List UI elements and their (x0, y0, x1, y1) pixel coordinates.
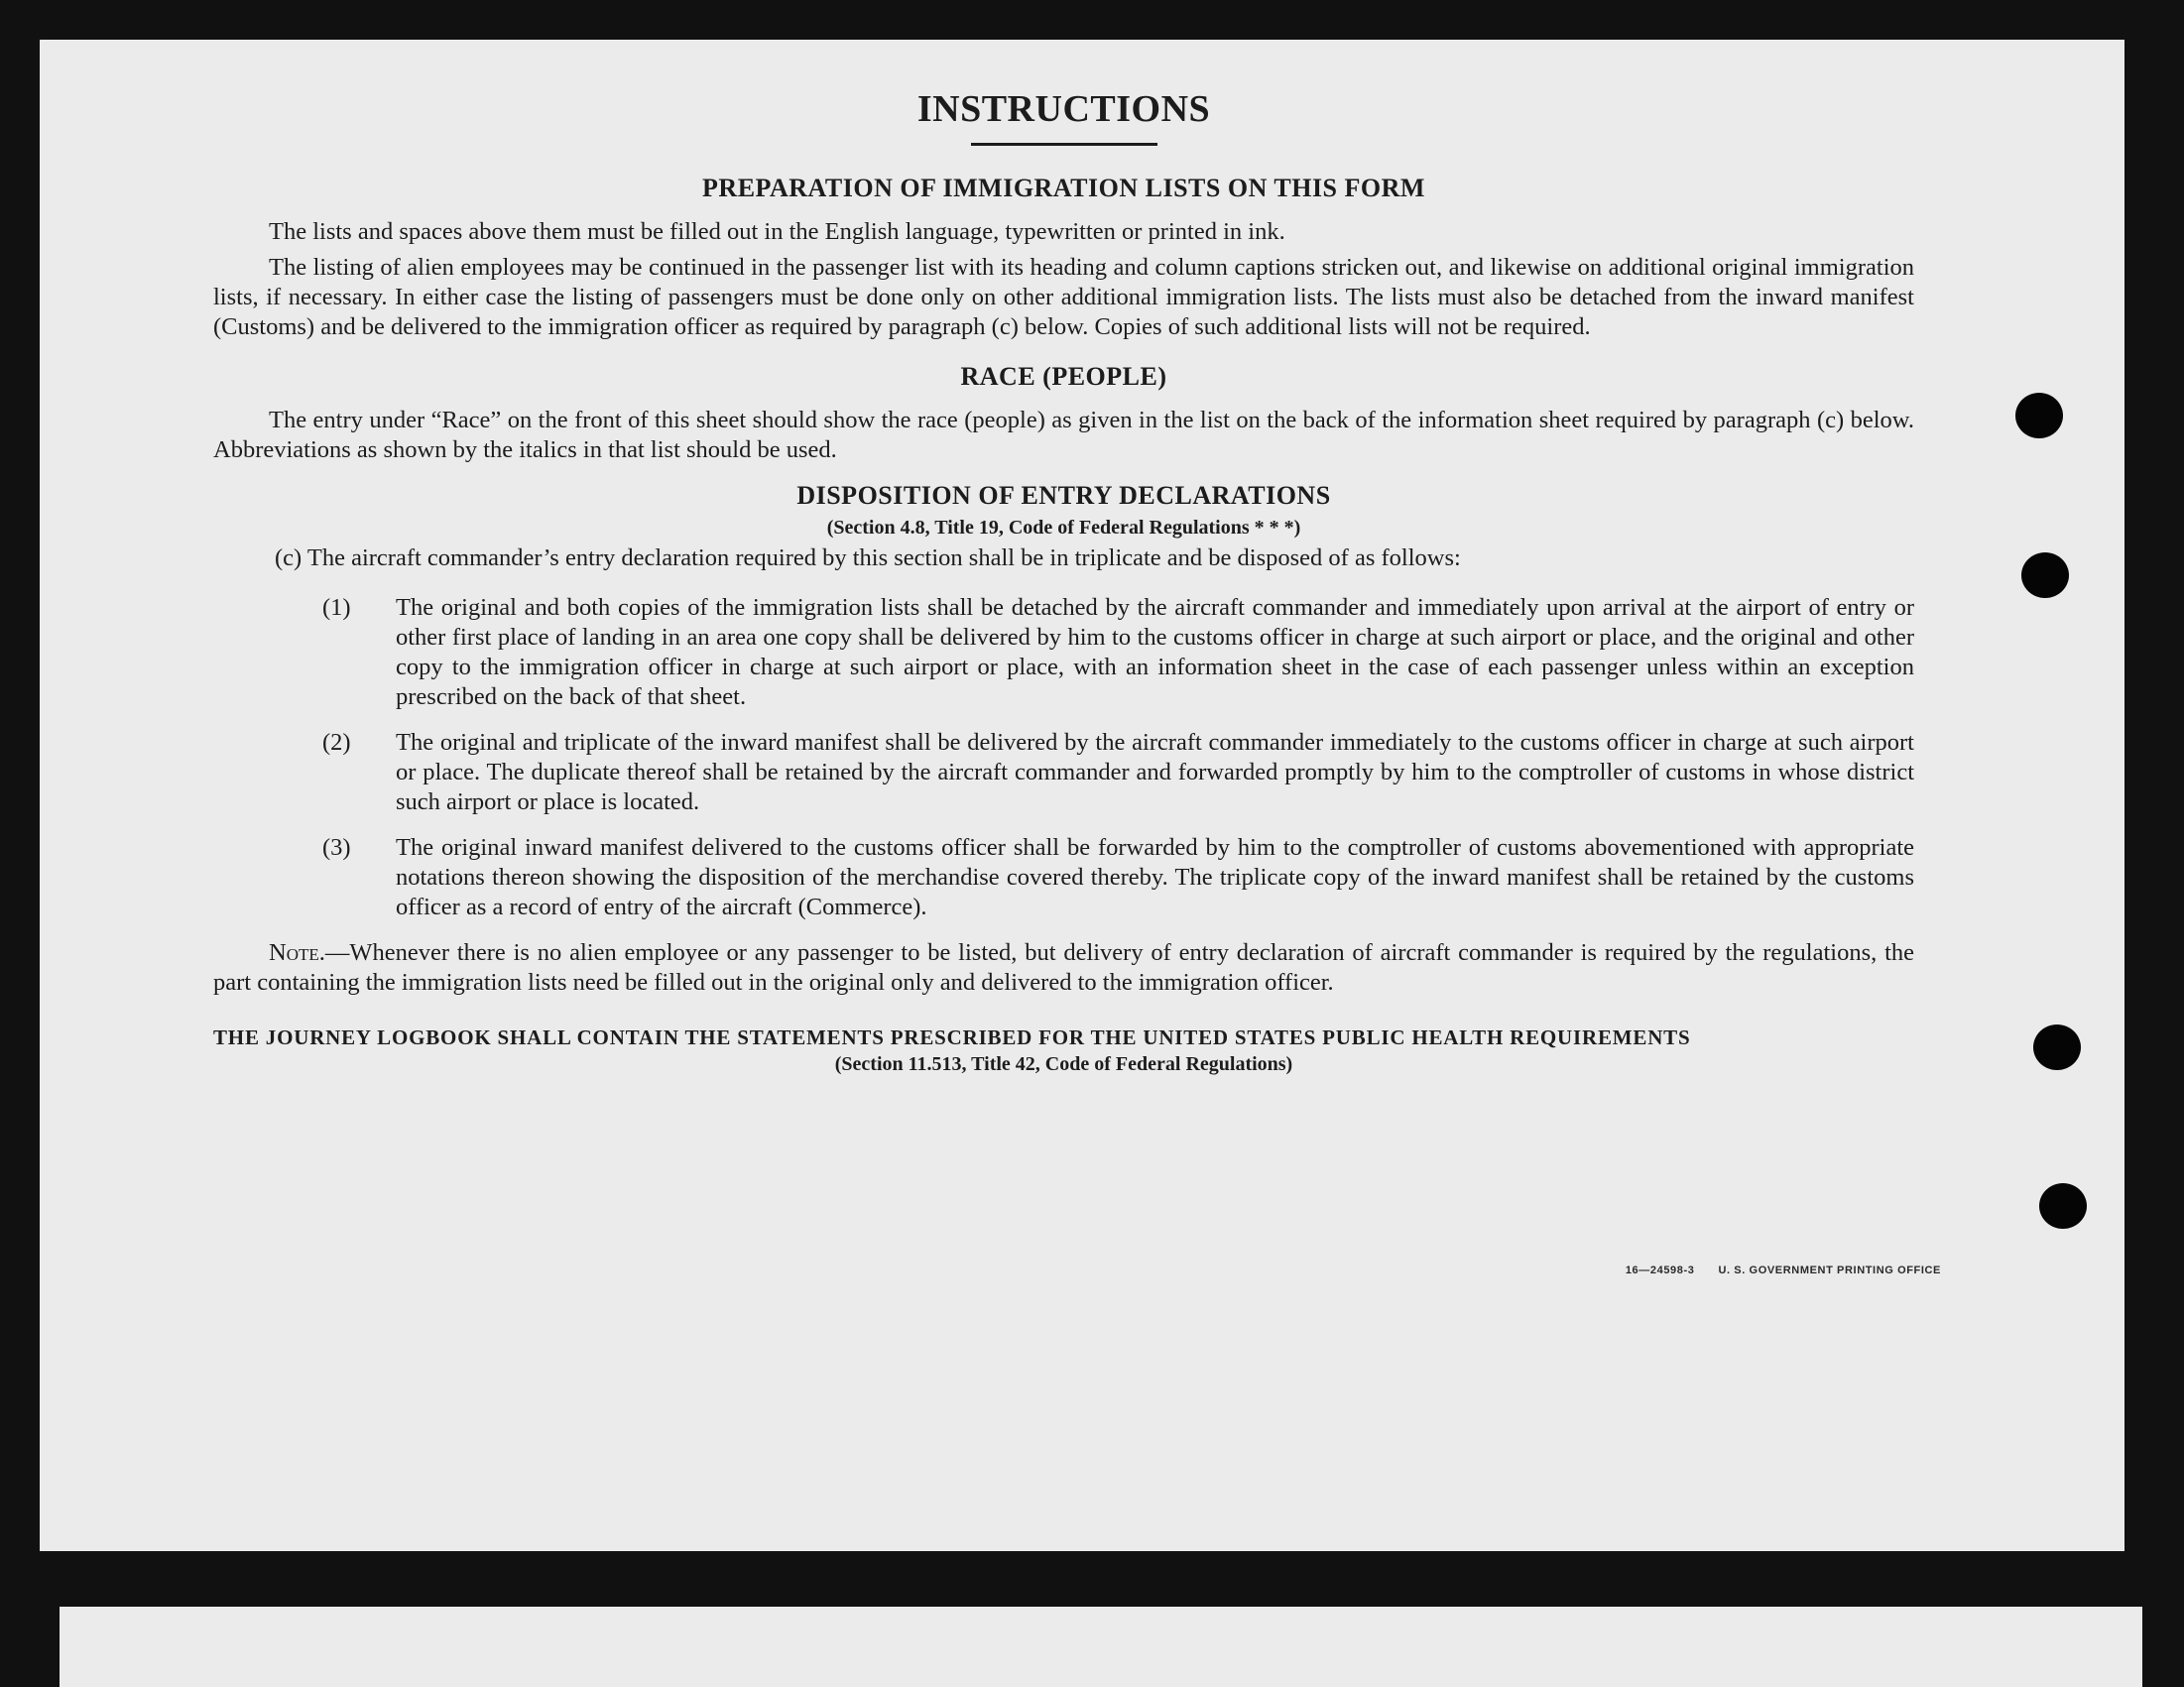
list-item-number: (3) (322, 834, 351, 861)
citation-title-19: (Section 4.8, Title 19, Code of Federal Regulations * * *) (826, 517, 1301, 539)
paragraph-language: The lists and spaces above them must be filled out in the English language, typewritten or printed in ink. (269, 218, 1285, 245)
list-item (213, 833, 1914, 922)
list-item-number: (2) (322, 729, 351, 756)
paragraph-race: The entry under “Race” on the front of this sheet should show the race (people) as given in the list on the back of the information sheet required by paragraph (c) below. Abbreviations as shown by the italics in that list should be used. (213, 407, 1914, 463)
underlying-page-edge (60, 1607, 2142, 1687)
section-heading-disposition: DISPOSITION OF ENTRY DECLARATIONS (796, 481, 1331, 510)
list-item-text: The original and triplicate of the inward manifest shall be delivered by the aircraft commander immediately to the customs officer in charge at such airport or place. The duplicate thereof shall be retained by the aircraft commander and forwarded promptly by him to the comptroller of customs in whose district such airport or place is located. (396, 729, 1914, 815)
list-item (213, 593, 1914, 712)
paragraph-alien-employees: The listing of alien employees may be continued in the passenger list with its heading and column captions stricken out, and likewise on additional original immigration lists, if necessary. In either case the listing of passengers must be done only on other additional immigration lists. The lists must also be detached from the inward manifest (Customs) and be delivered to the immigration officer as required by paragraph (c) below. Copies of such additional lists will not be required. (213, 254, 1914, 340)
instructions-content (213, 87, 1914, 1076)
section-heading-preparation: PREPARATION OF IMMIGRATION LISTS ON THIS FORM (702, 174, 1425, 202)
punch-hole (2021, 552, 2069, 598)
page-title: INSTRUCTIONS (916, 88, 1211, 130)
title-underline (971, 143, 1157, 146)
note-text: —Whenever there is no alien employee or any passenger to be listed, but delivery of entry declaration of aircraft commander is required by the regulations, the part containing the immigration lists need be filled out in the original only and delivered to the immigration officer. (213, 939, 1914, 996)
printer-imprint (1626, 1265, 1941, 1276)
list-item-text: The original and both copies of the immigration lists shall be detached by the aircraft commander and immediately upon arrival at the airport of entry or other first place of landing in an area one copy shall be delivered by him to the customs officer in charge at such airport or place, and the original and other copy to the immigration officer in charge at such airport or place, with an information sheet in the case of each passenger unless within an exception prescribed on the back of that sheet. (396, 594, 1914, 710)
printer-name: U. S. GOVERNMENT PRINTING OFFICE (1718, 1265, 1941, 1276)
list-item-number: (1) (322, 594, 351, 621)
section-heading-race: RACE (PEOPLE) (960, 362, 1167, 391)
punch-hole (2015, 393, 2063, 438)
paragraph-c-intro: (c) The aircraft commander’s entry declaration required by this section shall be in triplicate and be disposed of as follows: (275, 544, 1461, 571)
punch-hole (2033, 1024, 2081, 1070)
note-paragraph (213, 938, 1914, 998)
note-label: Note. (269, 939, 325, 966)
journey-logbook-statement: THE JOURNEY LOGBOOK SHALL CONTAIN THE STATEMENTS PRESCRIBED FOR THE UNITED STATES PUBLIC HEALTH REQUIREMENTS (213, 1025, 1691, 1049)
punch-hole (2039, 1183, 2087, 1229)
list-item-text: The original inward manifest delivered to the customs officer shall be forwarded by him to the comptroller of customs abovementioned with appropriate notations thereon showing the disposition of the merchandise covered thereby. The triplicate copy of the inward manifest shall be retained by the customs officer as a record of entry of the aircraft (Commerce). (396, 834, 1914, 920)
list-item (213, 728, 1914, 817)
citation-title-42: (Section 11.513, Title 42, Code of Federal Regulations) (834, 1053, 1293, 1075)
form-number: 16—24598-3 (1625, 1265, 1695, 1276)
